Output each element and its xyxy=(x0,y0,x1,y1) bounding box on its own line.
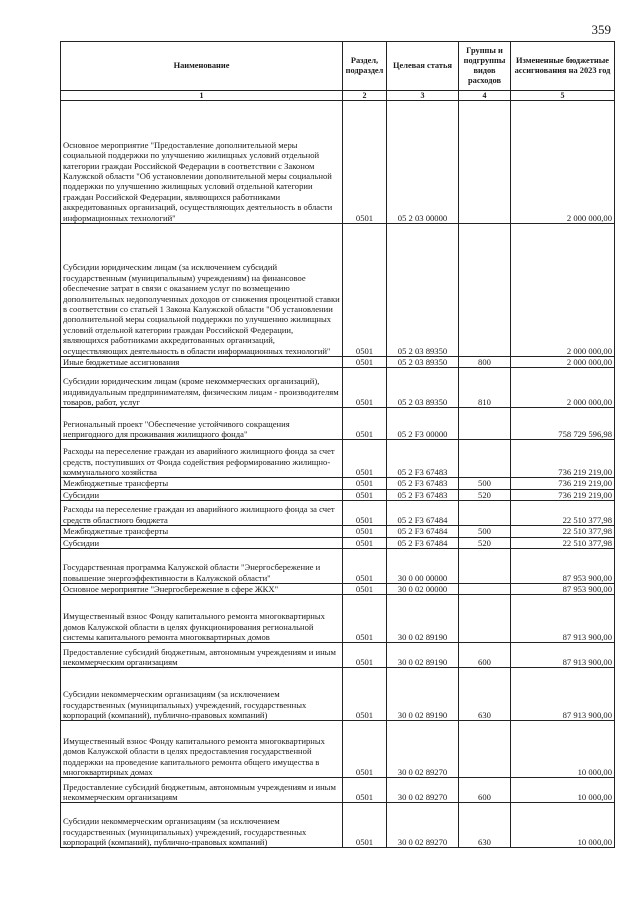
col-number: 3 xyxy=(387,91,459,101)
row-type xyxy=(459,595,511,643)
row-name: Иные бюджетные ассигнования xyxy=(61,357,343,368)
row-name: Расходы на переселение граждан из аварийного жилищного фонда за счет средств областного бюджета xyxy=(61,501,343,526)
row-section: 0501 xyxy=(343,537,387,548)
row-target: 30 0 00 00000 xyxy=(387,549,459,584)
row-type: 600 xyxy=(459,643,511,668)
row-name: Основное мероприятие "Энергосбережение в сфере ЖКХ" xyxy=(61,584,343,595)
row-target: 30 0 02 89190 xyxy=(387,595,459,643)
row-name: Расходы на переселение граждан из аварийного жилищного фонда за счет средств, поступивших от Фонда содействия реформированию жилищно-коммунального хозяйства xyxy=(61,440,343,478)
row-section: 0501 xyxy=(343,440,387,478)
row-name: Субсидии некоммерческим организациям (за исключением государственных (муниципальных) учреждений, государственных корпораций (компаний), публично-правовых компаний) xyxy=(61,668,343,721)
row-section: 0501 xyxy=(343,721,387,778)
table-row xyxy=(61,537,615,548)
row-section: 0501 xyxy=(343,803,387,848)
table-row xyxy=(61,643,615,668)
table-row xyxy=(61,408,615,440)
row-type: 630 xyxy=(459,803,511,848)
row-amount: 736 219 219,00 xyxy=(511,478,615,489)
table-row xyxy=(61,224,615,357)
table-row xyxy=(61,489,615,500)
table-row xyxy=(61,803,615,848)
row-section: 0501 xyxy=(343,408,387,440)
row-name: Межбюджетные трансферты xyxy=(61,478,343,489)
row-amount: 87 913 900,00 xyxy=(511,595,615,643)
row-amount: 10 000,00 xyxy=(511,721,615,778)
row-section: 0501 xyxy=(343,101,387,224)
row-type xyxy=(459,224,511,357)
row-section: 0501 xyxy=(343,778,387,803)
row-target: 05 2 03 89350 xyxy=(387,357,459,368)
row-amount: 87 913 900,00 xyxy=(511,643,615,668)
row-type: 630 xyxy=(459,668,511,721)
row-section: 0501 xyxy=(343,549,387,584)
row-target: 05 2 F3 67483 xyxy=(387,440,459,478)
row-name: Субсидии xyxy=(61,537,343,548)
row-type: 520 xyxy=(459,489,511,500)
page-number: 359 xyxy=(591,22,611,37)
row-type xyxy=(459,721,511,778)
row-type xyxy=(459,440,511,478)
row-amount: 22 510 377,98 xyxy=(511,537,615,548)
row-section: 0501 xyxy=(343,584,387,595)
col-number: 1 xyxy=(61,91,343,101)
row-name: Региональный проект "Обеспечение устойчивого сокращения непригодного для проживания жилищного фонда" xyxy=(61,408,343,440)
col-number: 4 xyxy=(459,91,511,101)
column-number-row xyxy=(61,91,615,101)
row-section: 0501 xyxy=(343,478,387,489)
row-target: 30 0 02 89270 xyxy=(387,803,459,848)
row-name: Основное мероприятие "Предоставление дополнительной меры социальной поддержки по улучшению жилищных условий отдельной категории граждан Российской Федерации в соответствии с Законом Калужской области "Об установлении дополнительной меры социальной поддержки по улучшению жилищных условий отдельной категории граждан Российской Федерации, являющихся работниками аккредитованных организаций, осуществляющих деятельность в области информационных технологий" xyxy=(61,101,343,224)
row-section: 0501 xyxy=(343,357,387,368)
row-section: 0501 xyxy=(343,501,387,526)
row-amount: 87 953 900,00 xyxy=(511,584,615,595)
row-target: 30 0 02 89270 xyxy=(387,778,459,803)
row-type: 600 xyxy=(459,778,511,803)
row-type xyxy=(459,408,511,440)
row-target: 05 2 03 89350 xyxy=(387,224,459,357)
row-amount: 87 953 900,00 xyxy=(511,549,615,584)
row-amount: 758 729 596,98 xyxy=(511,408,615,440)
table-row xyxy=(61,478,615,489)
row-name: Государственная программа Калужской области "Энергосбережение и повышение энергоэффективности в Калужской области" xyxy=(61,549,343,584)
col-number: 5 xyxy=(511,91,615,101)
row-type: 800 xyxy=(459,357,511,368)
row-target: 05 2 03 00000 xyxy=(387,101,459,224)
row-type xyxy=(459,549,511,584)
row-name: Субсидии юридическим лицам (за исключением субсидий государственным (муниципальным) учреждениям) на финансовое обеспечение затрат в связи с оказанием услуг по возмещению дополнительных недополученных доходов от снижения процентной ставки в соответствии со статьей 1 Закона Калужской области "Об установлении дополнительной меры социальной поддержки по улучшению жилищных условий отдельной категории граждан Российской Федерации, являющихся работниками аккредитованных организаций, осуществляющих деятельность в области информационных технологий" xyxy=(61,224,343,357)
row-name: Субсидии xyxy=(61,489,343,500)
col-header-name: Наименование xyxy=(61,42,343,91)
table-row xyxy=(61,584,615,595)
row-section: 0501 xyxy=(343,224,387,357)
row-amount: 22 510 377,98 xyxy=(511,526,615,537)
row-type xyxy=(459,501,511,526)
table-row xyxy=(61,668,615,721)
row-target: 30 0 02 89270 xyxy=(387,721,459,778)
row-type: 520 xyxy=(459,537,511,548)
row-target: 30 0 02 89190 xyxy=(387,643,459,668)
table-row xyxy=(61,595,615,643)
row-type xyxy=(459,584,511,595)
table-row xyxy=(61,101,615,224)
row-name: Субсидии некоммерческим организациям (за исключением государственных (муниципальных) учреждений, государственных корпораций (компаний), публично-правовых компаний) xyxy=(61,803,343,848)
row-target: 05 2 F3 67484 xyxy=(387,526,459,537)
table-row xyxy=(61,778,615,803)
row-target: 05 2 F3 67484 xyxy=(387,501,459,526)
row-amount: 87 913 900,00 xyxy=(511,668,615,721)
row-target: 05 2 03 89350 xyxy=(387,368,459,408)
row-amount: 2 000 000,00 xyxy=(511,101,615,224)
row-section: 0501 xyxy=(343,526,387,537)
header-row xyxy=(61,42,615,91)
row-type: 810 xyxy=(459,368,511,408)
col-header-target: Целевая статья xyxy=(387,42,459,91)
row-target: 05 2 F3 00000 xyxy=(387,408,459,440)
row-target: 30 0 02 00000 xyxy=(387,584,459,595)
row-name: Субсидии юридическим лицам (кроме некоммерческих организаций), индивидуальным предпринимателям, физическим лицам - производителям товаров, работ, услуг xyxy=(61,368,343,408)
row-section: 0501 xyxy=(343,595,387,643)
row-amount: 736 219 219,00 xyxy=(511,440,615,478)
row-target: 05 2 F3 67483 xyxy=(387,478,459,489)
row-type: 500 xyxy=(459,478,511,489)
row-amount: 2 000 000,00 xyxy=(511,368,615,408)
row-target: 05 2 F3 67483 xyxy=(387,489,459,500)
row-name: Межбюджетные трансферты xyxy=(61,526,343,537)
row-amount: 10 000,00 xyxy=(511,803,615,848)
col-number: 2 xyxy=(343,91,387,101)
col-header-type: Группы и подгруппы видов расходов xyxy=(459,42,511,91)
row-type: 500 xyxy=(459,526,511,537)
row-name: Предоставление субсидий бюджетным, автономным учреждениям и иным некоммерческим организациям xyxy=(61,643,343,668)
table-row xyxy=(61,440,615,478)
budget-table xyxy=(60,41,615,848)
row-amount: 2 000 000,00 xyxy=(511,357,615,368)
row-type xyxy=(459,101,511,224)
row-name: Предоставление субсидий бюджетным, автономным учреждениям и иным некоммерческим организациям xyxy=(61,778,343,803)
table-row xyxy=(61,357,615,368)
row-target: 05 2 F3 67484 xyxy=(387,537,459,548)
row-section: 0501 xyxy=(343,489,387,500)
row-section: 0501 xyxy=(343,643,387,668)
table-row xyxy=(61,526,615,537)
row-amount: 22 510 377,98 xyxy=(511,501,615,526)
row-amount: 2 000 000,00 xyxy=(511,224,615,357)
row-name: Имущественный взнос Фонду капитального ремонта многоквартирных домов Калужской области в целях предоставления государственной поддержки на проведение капитального ремонта общего имущества в многоквартирных домах xyxy=(61,721,343,778)
row-section: 0501 xyxy=(343,668,387,721)
table-row xyxy=(61,501,615,526)
table-row xyxy=(61,368,615,408)
col-header-amount: Измененные бюджетные ассигнования на 2023 год xyxy=(511,42,615,91)
col-header-section: Раздел, подраздел xyxy=(343,42,387,91)
table-row xyxy=(61,721,615,778)
row-name: Имущественный взнос Фонду капитального ремонта многоквартирных домов Калужской области в целях функционирования региональной системы капитального ремонта многоквартирных домов xyxy=(61,595,343,643)
row-section: 0501 xyxy=(343,368,387,408)
row-target: 30 0 02 89190 xyxy=(387,668,459,721)
row-amount: 10 000,00 xyxy=(511,778,615,803)
row-amount: 736 219 219,00 xyxy=(511,489,615,500)
table-row xyxy=(61,549,615,584)
